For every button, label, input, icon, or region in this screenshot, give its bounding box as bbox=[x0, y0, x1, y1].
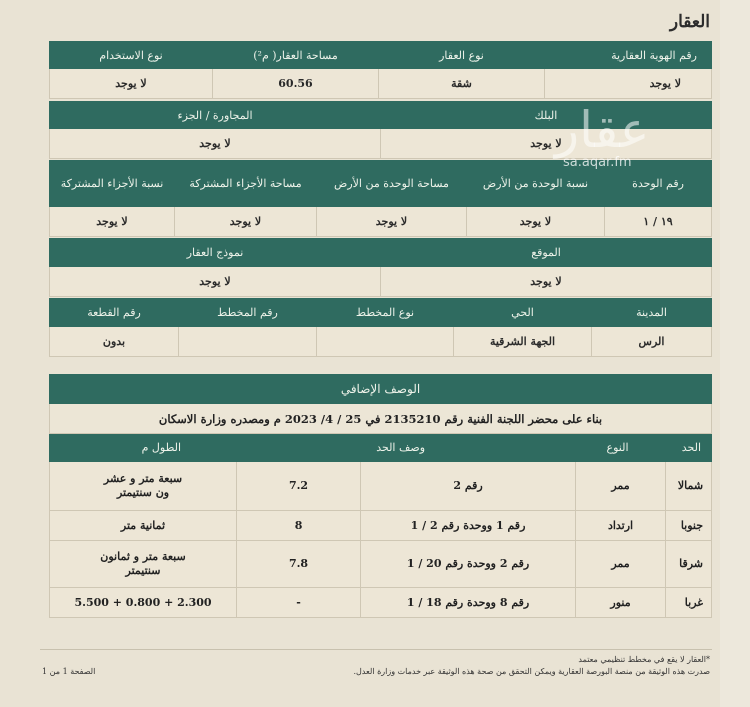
property-table-1 bbox=[49, 41, 712, 99]
header-neighborhood-part: المجاورة / الجزء bbox=[50, 102, 381, 129]
property-table-2 bbox=[49, 101, 712, 159]
header-block: البلك bbox=[381, 102, 712, 129]
header-common-ratio: نسبة الأجزاء المشتركة bbox=[50, 161, 175, 207]
header-property-id: رقم الهوية العقارية bbox=[545, 42, 712, 69]
header-length: الطول م bbox=[50, 434, 237, 462]
header-unit-land-area: مساحة الوحدة من الأرض bbox=[317, 161, 467, 207]
boundary-type: منور bbox=[576, 588, 666, 618]
boundary-description: رقم 8 ووحدة رقم 18 / 1 bbox=[361, 588, 576, 618]
boundary-type: ممر bbox=[576, 462, 666, 511]
value-usage-type: لا يوجد bbox=[50, 69, 213, 99]
boundary-side: شرقا bbox=[666, 541, 712, 588]
property-table-3 bbox=[49, 160, 712, 237]
header-common-area: مساحة الأجزاء المشتركة bbox=[175, 161, 317, 207]
header-plot-number: رقم القطعة bbox=[50, 299, 179, 327]
header-usage-type: نوع الاستخدام bbox=[50, 42, 213, 69]
value-plan-number bbox=[179, 327, 317, 357]
footnote-issuer: صدرت هذه الوثيقة من منصة البورصة العقارية ويمكن التحقق من صحة هذه الوثيقة عبر خدمات وزارة العدل. bbox=[353, 667, 710, 676]
property-table-5 bbox=[49, 298, 712, 357]
value-common-ratio: لا يوجد bbox=[50, 207, 175, 237]
value-common-area: لا يوجد bbox=[175, 207, 317, 237]
boundary-type: ممر bbox=[576, 541, 666, 588]
value-property-id: لا يوجد bbox=[545, 69, 712, 99]
boundary-length-text: سبعة متر و ثمانون سنتيمتر bbox=[50, 541, 237, 588]
header-district: الحي bbox=[454, 299, 592, 327]
value-location: لا يوجد bbox=[381, 267, 712, 297]
boundaries-table bbox=[49, 374, 712, 618]
value-plot-number: بدون bbox=[50, 327, 179, 357]
boundary-description: رقم 2 ووحدة رقم 20 / 1 bbox=[361, 541, 576, 588]
value-unit-land-ratio: لا يوجد bbox=[467, 207, 605, 237]
boundary-length-text: ثمانية متر bbox=[50, 511, 237, 541]
header-property-type: نوع العقار bbox=[379, 42, 545, 69]
boundary-side: جنوبا bbox=[666, 511, 712, 541]
value-city: الرس bbox=[592, 327, 712, 357]
value-property-type: شقة bbox=[379, 69, 545, 99]
value-neighborhood-part: لا يوجد bbox=[50, 129, 381, 159]
additional-description-note: بناء على محضر اللجنة الفنية رقم 2135210 في 25 / 4/ 2023 م ومصدره وزارة الاسكان bbox=[50, 404, 712, 434]
header-plan-number: رقم المخطط bbox=[179, 299, 317, 327]
value-plan-type bbox=[317, 327, 454, 357]
header-property-model: نموذج العقار bbox=[50, 239, 381, 267]
value-unit-number: ١٩ / ١ bbox=[605, 207, 712, 237]
footnote-plan: *العقار لا يقع في مخطط تنظيمي معتمد bbox=[578, 655, 710, 664]
value-block: لا يوجد bbox=[381, 129, 712, 159]
boundary-description: رقم 1 ووحدة رقم 2 / 1 bbox=[361, 511, 576, 541]
value-unit-land-area: لا يوجد bbox=[317, 207, 467, 237]
watermark-url: sa.aqar.fm bbox=[563, 155, 632, 170]
header-plan-type: نوع المخطط bbox=[317, 299, 454, 327]
footer-divider bbox=[40, 649, 712, 650]
section-title: العقار bbox=[669, 12, 710, 32]
boundary-row-east bbox=[50, 541, 712, 588]
value-property-model: لا يوجد bbox=[50, 267, 381, 297]
property-table-4 bbox=[49, 238, 712, 297]
boundary-length: 8 bbox=[237, 511, 361, 541]
boundary-length-text: سبعة متر و عشر ون سنتيمتر bbox=[50, 462, 237, 511]
boundary-length: - bbox=[237, 588, 361, 618]
boundary-type: ارتداد bbox=[576, 511, 666, 541]
value-property-area: 60.56 bbox=[213, 69, 379, 99]
boundary-row-south bbox=[50, 511, 712, 541]
header-location: الموقع bbox=[381, 239, 712, 267]
header-property-area: مساحة العقار( م²) bbox=[213, 42, 379, 69]
value-district: الجهة الشرقية bbox=[454, 327, 592, 357]
header-city: المدينة bbox=[592, 299, 712, 327]
page-number: الصفحة 1 من 1 bbox=[42, 667, 96, 676]
boundary-row-north bbox=[50, 462, 712, 511]
watermark-logo: عقار bbox=[555, 101, 650, 159]
header-unit-number: رقم الوحدة bbox=[605, 161, 712, 207]
header-boundary-description: وصف الحد bbox=[237, 434, 576, 462]
boundary-length: 7.8 bbox=[237, 541, 361, 588]
page-margin bbox=[720, 0, 750, 707]
header-unit-land-ratio: نسبة الوحدة من الأرض bbox=[467, 161, 605, 207]
header-type: النوع bbox=[576, 434, 666, 462]
additional-description-title: الوصف الإضافي bbox=[50, 375, 712, 404]
boundary-row-west bbox=[50, 588, 712, 618]
boundary-description: رقم 2 bbox=[361, 462, 576, 511]
boundary-length: 7.2 bbox=[237, 462, 361, 511]
boundary-length-text: 5.500 + 0.800 + 2.300 bbox=[50, 588, 237, 618]
header-boundary: الحد bbox=[666, 434, 712, 462]
boundary-side: غربا bbox=[666, 588, 712, 618]
boundary-side: شمالا bbox=[666, 462, 712, 511]
